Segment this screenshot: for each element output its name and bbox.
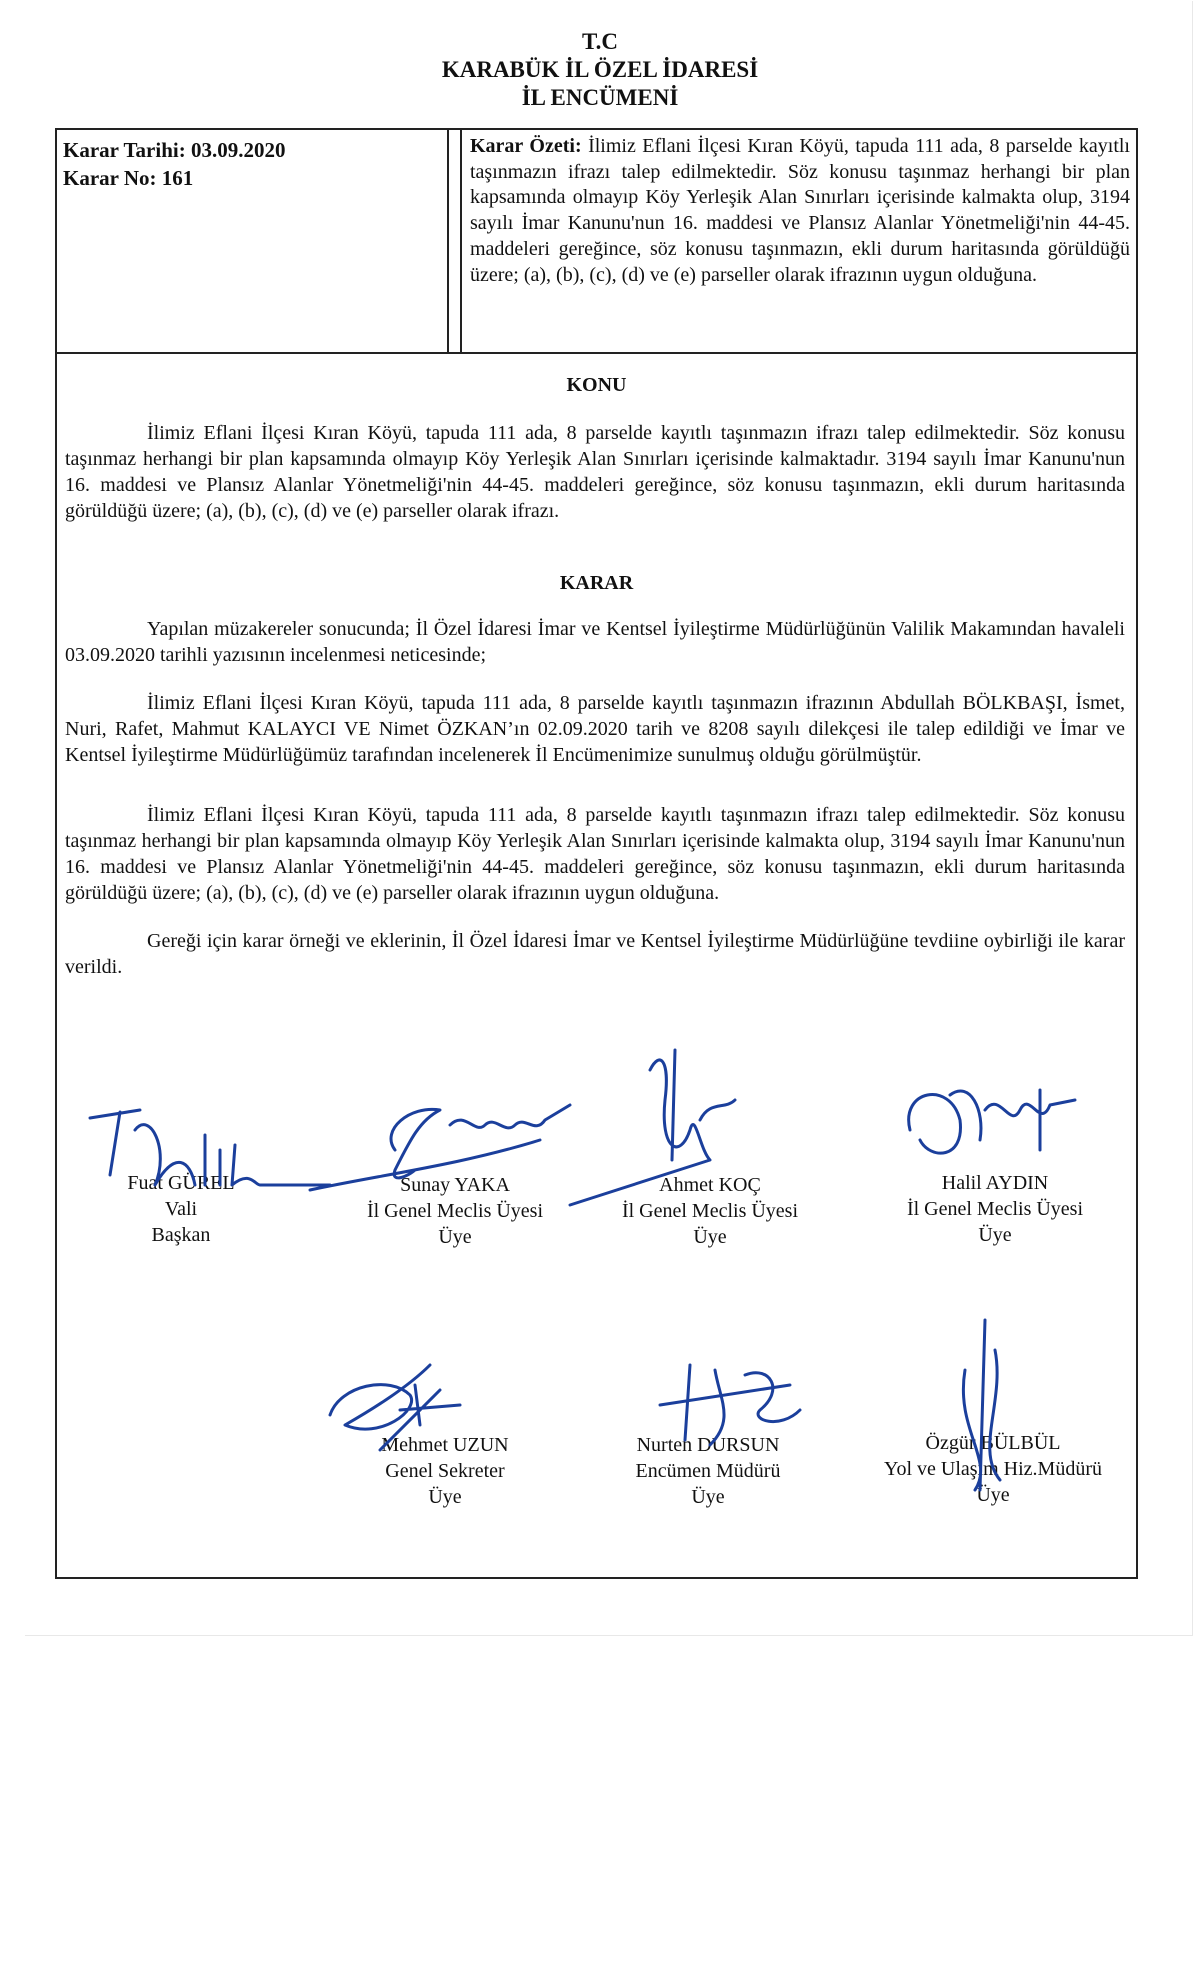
- signature-5-drawing: [320, 1355, 500, 1455]
- signatory-5-role: Üye: [428, 1486, 462, 1508]
- signature-2-drawing: [300, 1080, 600, 1200]
- konu-text: İlimiz Eflani İlçesi Kıran Köyü, tapuda 111 ada, 8 parselde kayıtlı taşınmazın ifrazı talep edilmektedir. Söz konusu taşınmaz herhangi bir plan kapsamında olmayıp Köy Yerleşik Alan Sınırları içerisinde kalmaktadır. 3194 sayılı İmar Kanunu'nun 16. maddesi ve Plansız Alanlar Yönetmeliği'nin 44-45. maddeleri gereğince, söz konusu taşınmazın, ekli durum haritasında görüldüğü üzere; (a), (b), (c), (d) ve (e) parseller olarak ifrazı.: [65, 422, 1125, 522]
- header-council: İL ENCÜMENİ: [521, 85, 679, 110]
- decision-number: Karar No: 161: [63, 166, 194, 190]
- signatory-1-role: Başkan: [151, 1224, 211, 1246]
- summary-row: [57, 130, 1136, 354]
- signature-3-drawing: [560, 1040, 780, 1210]
- summary-label: Karar Özeti:: [470, 135, 582, 157]
- signatory-5-name: Mehmet UZUN: [381, 1434, 509, 1456]
- header-tc: T.C: [582, 29, 618, 54]
- signature-7-drawing: [935, 1310, 1025, 1500]
- karar-title: KARAR: [559, 572, 634, 594]
- signatory-2-role: Üye: [438, 1226, 472, 1248]
- karar-paragraph-4: Gereği için karar örneği ve eklerinin, İl Özel İdaresi İmar ve Kentsel İyileştirme Müdürlüğüne tevdiine oybirliği ile karar verildi.: [65, 930, 1125, 978]
- karar-paragraph-2: İlimiz Eflani İlçesi Kıran Köyü, tapuda 111 ada, 8 parselde kayıtlı taşınmazın ifrazının Abdullah BÖLKBAŞI, İsmet, Nuri, Rafet, Mahmut KALAYCI VE Nimet ÖZKAN’ın 02.09.2020 tarih ve 8208 sayılı dilekçesi ile talep edildiği ve İmar ve Kentsel İyileştirme Müdürlüğümüz tarafından incelenerek İl Encümenimize sunulmuş olduğu görülmüştür.: [65, 692, 1125, 766]
- karar-paragraph-1: Yapılan müzakereler sonucunda; İl Özel İdaresi İmar ve Kentsel İyileştirme Müdürlüğünün Valilik Makamından havaleli 03.09.2020 tarihli yazısının incelenmesi neticesinde;: [65, 618, 1125, 666]
- signatory-4-role: Üye: [978, 1224, 1012, 1246]
- signatory-2-title: İl Genel Meclis Üyesi: [366, 1200, 544, 1222]
- signatory-3-role: Üye: [693, 1226, 727, 1248]
- summary-text: İlimiz Eflani İlçesi Kıran Köyü, tapuda 111 ada, 8 parselde kayıtlı taşınmazın ifrazı talep edilmektedir. Söz konusu taşınmaz herhangi bir plan kapsamında olmayıp Köy Yerleşik Alan Sınırları içerisinde kalmakta olup, 3194 sayılı İmar Kanunu'nun 16. maddesi ve Plansız Alanlar Yönetmeliği'nin 44-45. maddeleri gereğince, söz konusu taşınmazın, ekli durum haritasında görüldüğü üzere; (a), (b), (c), (d) ve (e) parseller olarak ifrazının uygun olduğuna.: [470, 135, 1130, 286]
- signatory-7-role: Üye: [976, 1484, 1010, 1506]
- signatory-1-name: Fuat GÜREL: [127, 1172, 235, 1194]
- decision-date: Karar Tarihi: 03.09.2020: [63, 138, 286, 162]
- signatory-6-title: Encümen Müdürü: [635, 1460, 781, 1482]
- document-header: [0, 28, 1200, 112]
- konu-title: KONU: [566, 374, 627, 396]
- signature-6-drawing: [650, 1350, 810, 1450]
- signatory-1-title: Vali: [164, 1198, 198, 1220]
- signatory-4-name: Halil AYDIN: [941, 1172, 1049, 1194]
- decision-meta: [57, 130, 449, 352]
- signatory-5-title: Genel Sekreter: [385, 1460, 505, 1482]
- signatory-6-role: Üye: [691, 1486, 725, 1508]
- header-institution: KARABÜK İL ÖZEL İDARESİ: [441, 57, 759, 82]
- karar-paragraph-3: İlimiz Eflani İlçesi Kıran Köyü, tapuda 111 ada, 8 parselde kayıtlı taşınmazın ifrazı talep edilmektedir. Söz konusu taşınmaz herhangi bir plan kapsamında olmayıp Köy Yerleşik Alan Sınırları içerisinde kalmakta olup, 3194 sayılı İmar Kanunu'nun 16. maddesi ve Plansız Alanlar Yönetmeliği'nin 44-45. maddeleri gereğince, söz konusu taşınmazın, ekli durum haritasında görüldüğü üzere; (a), (b), (c), (d) ve (e) parseller olarak ifrazının uygun olduğuna.: [65, 804, 1125, 904]
- signatory-3-name: Ahmet KOÇ: [659, 1174, 761, 1196]
- signatory-2-name: Sunay YAKA: [400, 1174, 510, 1196]
- signatory-7-name: Özgür BÜLBÜL: [925, 1432, 1061, 1454]
- signatory-4-title: İl Genel Meclis Üyesi: [906, 1198, 1084, 1220]
- signatory-6-name: Nurten DURSUN: [636, 1434, 780, 1456]
- signatory-7-title: Yol ve Ulaşım Hiz.Müdürü: [884, 1458, 1102, 1480]
- signature-4-drawing: [890, 1070, 1090, 1190]
- decision-summary: [460, 130, 1136, 352]
- signatory-3-title: İl Genel Meclis Üyesi: [621, 1200, 799, 1222]
